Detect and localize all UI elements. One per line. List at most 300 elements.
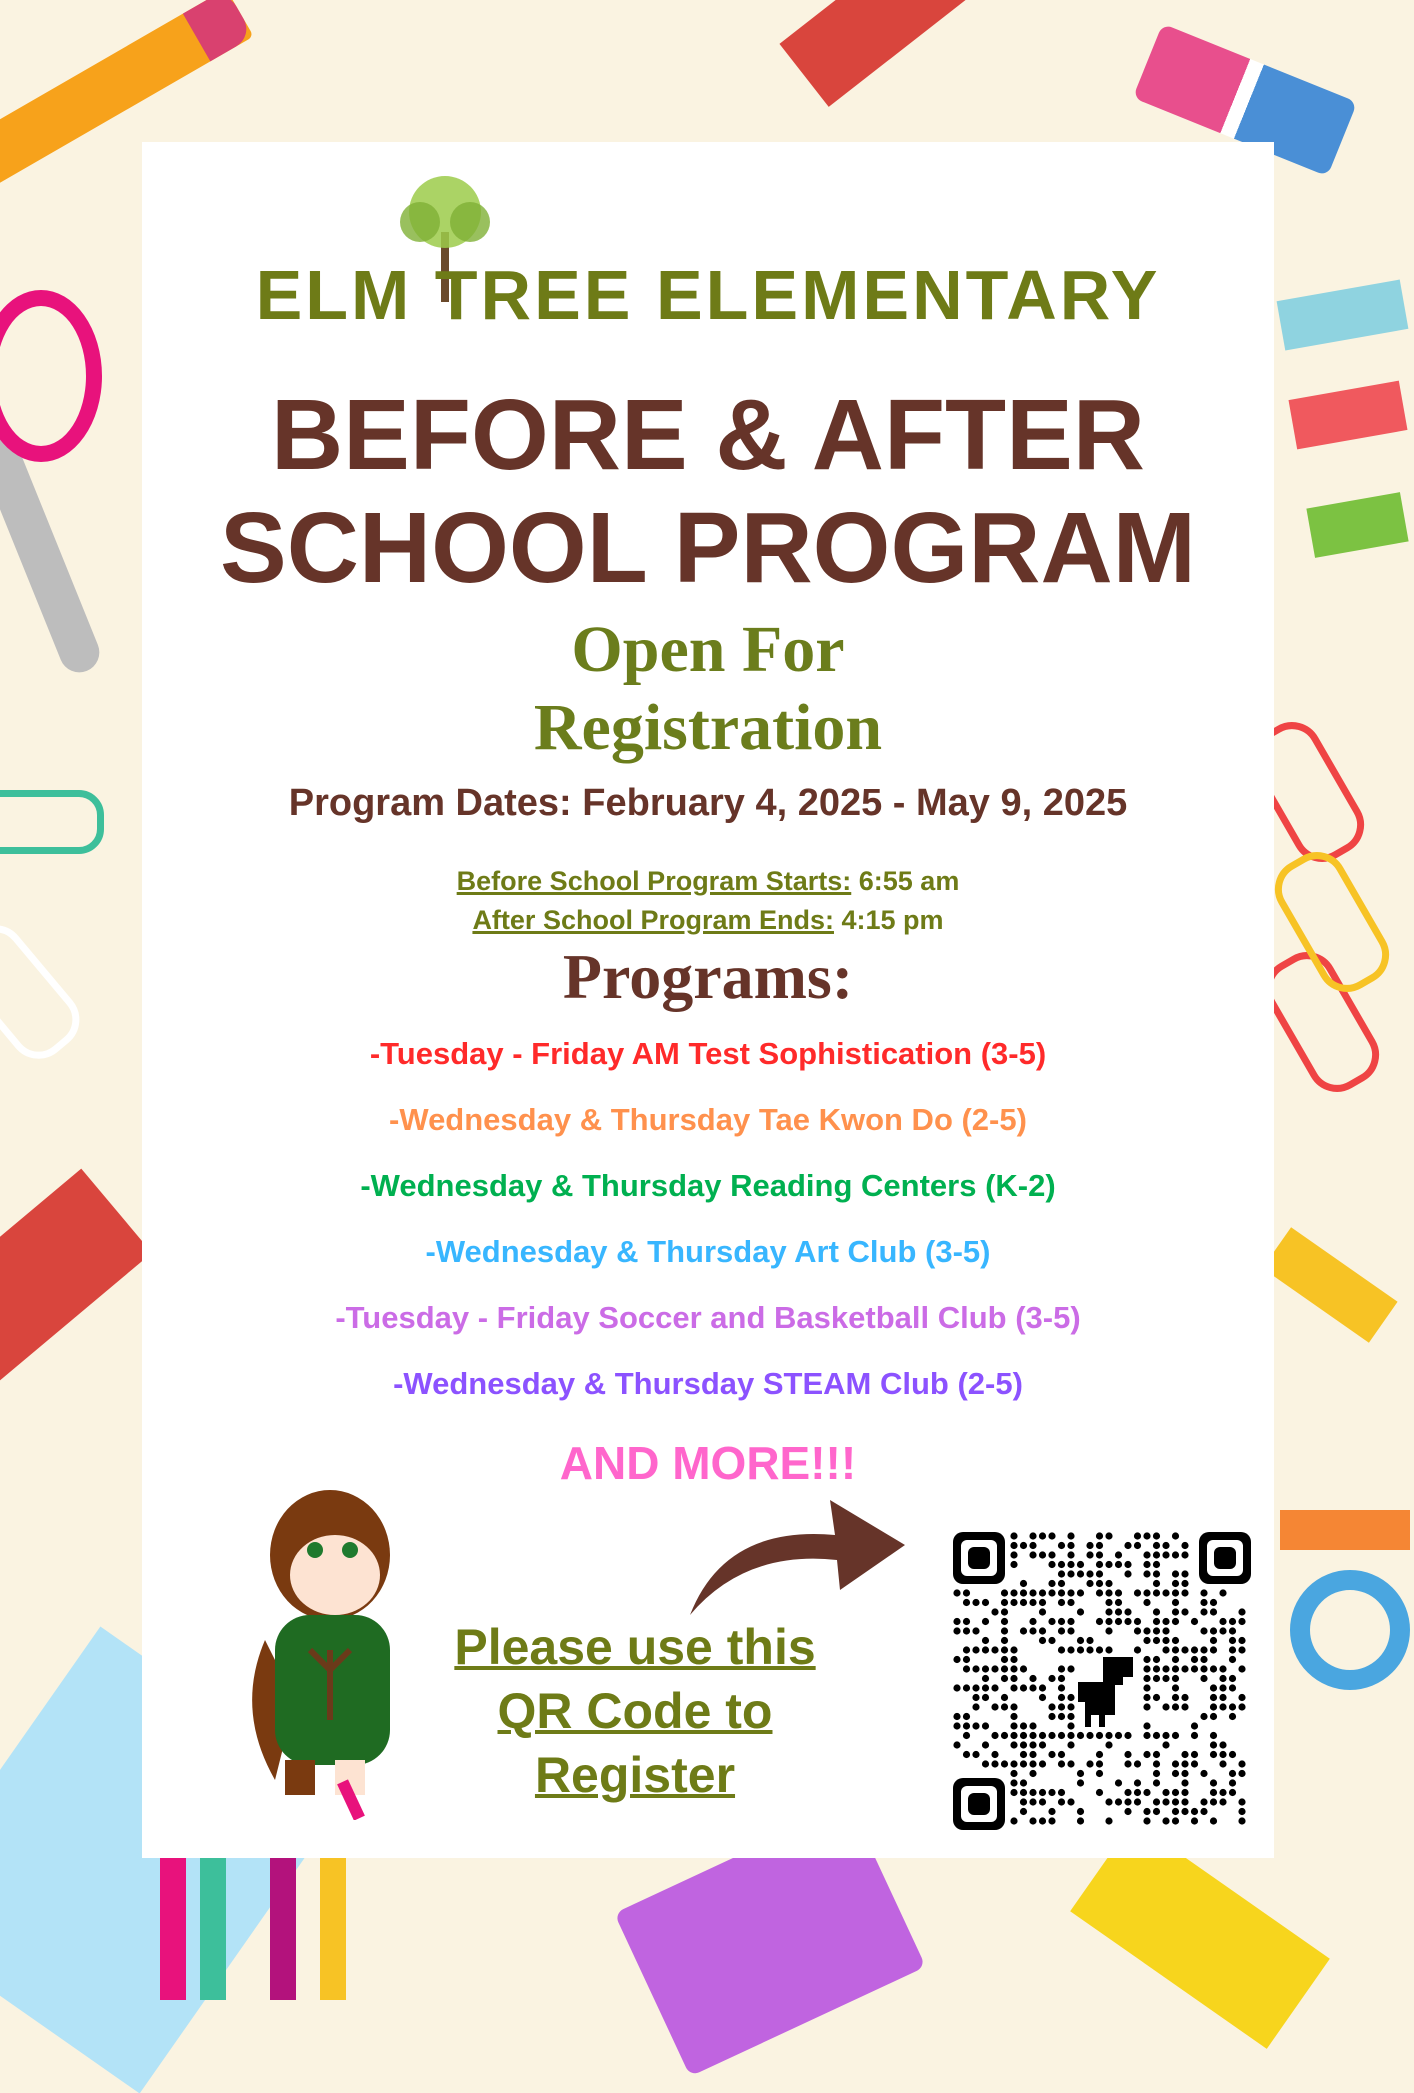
qr-module	[1039, 1694, 1046, 1701]
qr-module	[972, 1722, 979, 1729]
qr-module	[1086, 1637, 1093, 1644]
before-school-hours	[457, 866, 960, 897]
qr-module	[1134, 1589, 1141, 1596]
qr-module	[1219, 1741, 1226, 1748]
qr-module	[953, 1713, 960, 1720]
qr-module	[1238, 1694, 1245, 1701]
qr-module	[1143, 1722, 1150, 1729]
scissors-decoration	[0, 432, 105, 679]
qr-module	[1010, 1599, 1017, 1606]
qr-module	[982, 1694, 989, 1701]
qr-module	[1048, 1618, 1055, 1625]
crayon-red-decoration	[1289, 381, 1408, 450]
qr-module	[1181, 1789, 1188, 1796]
after-school-hours	[472, 905, 943, 936]
qr-module	[1191, 1646, 1198, 1653]
qr-module	[963, 1627, 970, 1634]
qr-module	[1086, 1580, 1093, 1587]
qr-module	[1105, 1589, 1112, 1596]
qr-module	[1238, 1808, 1245, 1815]
qr-module	[982, 1760, 989, 1767]
qr-module	[1067, 1551, 1074, 1558]
crayon-green-decoration	[1306, 492, 1408, 558]
qr-module	[1219, 1589, 1226, 1596]
qr-module	[1096, 1751, 1103, 1758]
qr-module	[1153, 1751, 1160, 1758]
qr-module	[1039, 1789, 1046, 1796]
qr-module	[1096, 1618, 1103, 1625]
qr-module	[1010, 1703, 1017, 1710]
qr-module	[1153, 1656, 1160, 1663]
program-item: -Wednesday & Thursday STEAM Club (2-5)	[393, 1366, 1023, 1401]
qr-module	[1143, 1656, 1150, 1663]
qr-module	[972, 1646, 979, 1653]
qr-module	[1219, 1760, 1226, 1767]
qr-module	[972, 1694, 979, 1701]
qr-module	[1086, 1646, 1093, 1653]
qr-module	[1086, 1570, 1093, 1577]
qr-module	[1162, 1589, 1169, 1596]
qr-module	[1067, 1561, 1074, 1568]
qr-module	[1200, 1627, 1207, 1634]
qr-module	[1134, 1779, 1141, 1786]
qr-module	[1058, 1627, 1065, 1634]
qr-module	[1210, 1646, 1217, 1653]
qr-module	[1096, 1580, 1103, 1587]
qr-module	[1067, 1713, 1074, 1720]
qr-module	[1229, 1618, 1236, 1625]
qr-module	[1219, 1703, 1226, 1710]
qr-module	[1001, 1760, 1008, 1767]
qr-module	[963, 1618, 970, 1625]
ruler-decoration	[779, 0, 970, 107]
qr-module	[1020, 1580, 1027, 1587]
qr-module	[1029, 1741, 1036, 1748]
qr-module	[1029, 1542, 1036, 1549]
qr-module	[1172, 1608, 1179, 1615]
qr-module	[1115, 1618, 1122, 1625]
qr-module	[1086, 1732, 1093, 1739]
qr-module	[1010, 1770, 1017, 1777]
qr-module	[972, 1627, 979, 1634]
qr-module	[1172, 1646, 1179, 1653]
registration-qr-code[interactable]	[953, 1532, 1251, 1830]
qr-module	[1029, 1532, 1036, 1539]
qr-module	[1172, 1694, 1179, 1701]
qr-module	[1153, 1608, 1160, 1615]
qr-module	[1105, 1741, 1112, 1748]
qr-module	[991, 1608, 998, 1615]
qr-module	[1143, 1665, 1150, 1672]
qr-module	[1058, 1675, 1065, 1682]
qr-module	[1191, 1665, 1198, 1672]
qr-module	[1219, 1798, 1226, 1805]
qr-module	[1058, 1580, 1065, 1587]
qr-module	[1058, 1589, 1065, 1596]
qr-module	[1172, 1532, 1179, 1539]
qr-module	[1172, 1618, 1179, 1625]
qr-module	[1067, 1732, 1074, 1739]
qr-module	[1172, 1770, 1179, 1777]
ruler-decoration	[0, 1169, 152, 1382]
qr-module	[1058, 1542, 1065, 1549]
qr-module	[1105, 1580, 1112, 1587]
and-more-text: AND MORE!!!	[559, 1437, 857, 1489]
qr-module	[991, 1760, 998, 1767]
qr-module	[1077, 1608, 1084, 1615]
qr-module	[1124, 1751, 1131, 1758]
qr-module	[1238, 1798, 1245, 1805]
qr-module	[1124, 1618, 1131, 1625]
qr-module	[953, 1722, 960, 1729]
qr-module	[1029, 1627, 1036, 1634]
qr-module	[1191, 1760, 1198, 1767]
qr-module	[1219, 1665, 1226, 1672]
qr-module	[972, 1599, 979, 1606]
pencil-decoration	[1262, 1227, 1397, 1343]
qr-module	[1134, 1798, 1141, 1805]
qr-module	[991, 1665, 998, 1672]
qr-module	[1210, 1798, 1217, 1805]
title-line-2: SCHOOL PROGRAM	[220, 492, 1196, 604]
qr-module	[1067, 1646, 1074, 1653]
qr-module	[982, 1722, 989, 1729]
qr-module	[1096, 1542, 1103, 1549]
qr-module	[991, 1646, 998, 1653]
qr-module	[1229, 1646, 1236, 1653]
qr-module	[1229, 1789, 1236, 1796]
qr-module	[1020, 1760, 1027, 1767]
qr-module	[1001, 1599, 1008, 1606]
qr-module	[1115, 1561, 1122, 1568]
qr-module	[982, 1665, 989, 1672]
qr-module	[1210, 1694, 1217, 1701]
qr-module	[1162, 1732, 1169, 1739]
qr-module	[953, 1741, 960, 1748]
registration-text: Registration	[533, 691, 883, 764]
qr-module	[1143, 1551, 1150, 1558]
qr-module	[1181, 1589, 1188, 1596]
qr-module	[1058, 1732, 1065, 1739]
qr-module	[1029, 1551, 1036, 1558]
qr-module	[1210, 1751, 1217, 1758]
qr-module	[1153, 1808, 1160, 1815]
qr-module	[1134, 1627, 1141, 1634]
qr-module	[1105, 1798, 1112, 1805]
qr-module	[1200, 1713, 1207, 1720]
qr-module	[1067, 1618, 1074, 1625]
qr-module	[953, 1627, 960, 1634]
qr-module	[1010, 1741, 1017, 1748]
qr-module	[1210, 1713, 1217, 1720]
qr-module	[1096, 1551, 1103, 1558]
qr-module	[1001, 1703, 1008, 1710]
qr-module	[1200, 1599, 1207, 1606]
qr-module	[1210, 1779, 1217, 1786]
qr-module	[1020, 1798, 1027, 1805]
qr-module	[1162, 1646, 1169, 1653]
qr-module	[1153, 1675, 1160, 1682]
qr-module	[1105, 1532, 1112, 1539]
qr-module	[1172, 1703, 1179, 1710]
qr-module	[953, 1656, 960, 1663]
register-line-2: QR Code to	[497, 1683, 773, 1739]
qr-module	[963, 1646, 970, 1653]
qr-module	[1229, 1684, 1236, 1691]
qr-module	[1048, 1713, 1055, 1720]
qr-module	[1143, 1703, 1150, 1710]
qr-module	[1058, 1561, 1065, 1568]
qr-module	[1172, 1732, 1179, 1739]
qr-module	[1124, 1808, 1131, 1815]
qr-module	[1200, 1646, 1207, 1653]
qr-module	[1162, 1798, 1169, 1805]
qr-module	[1115, 1779, 1122, 1786]
qr-module	[1238, 1608, 1245, 1615]
qr-module	[1143, 1532, 1150, 1539]
qr-module	[1124, 1732, 1131, 1739]
qr-module	[1048, 1551, 1055, 1558]
qr-module	[1162, 1627, 1169, 1634]
qr-module	[1238, 1618, 1245, 1625]
qr-module	[1010, 1665, 1017, 1672]
qr-module	[1020, 1808, 1027, 1815]
qr-module	[1020, 1732, 1027, 1739]
qr-module	[1153, 1732, 1160, 1739]
qr-module	[1020, 1751, 1027, 1758]
qr-module	[1077, 1561, 1084, 1568]
qr-module	[1029, 1789, 1036, 1796]
qr-module	[1153, 1637, 1160, 1644]
qr-module	[1238, 1817, 1245, 1824]
qr-module	[1172, 1589, 1179, 1596]
qr-module	[1172, 1665, 1179, 1672]
qr-module	[1219, 1627, 1226, 1634]
qr-module	[1134, 1760, 1141, 1767]
qr-module	[1029, 1770, 1036, 1777]
qr-module	[1172, 1789, 1179, 1796]
qr-module	[1162, 1637, 1169, 1644]
qr-module	[1191, 1817, 1198, 1824]
qr-module	[1039, 1817, 1046, 1824]
qr-module	[1039, 1608, 1046, 1615]
qr-module	[1115, 1798, 1122, 1805]
qr-module	[1058, 1798, 1065, 1805]
qr-module	[1143, 1817, 1150, 1824]
qr-module	[1153, 1570, 1160, 1577]
register-line-1: Please use this	[454, 1619, 816, 1675]
qr-module	[1229, 1637, 1236, 1644]
qr-module	[1229, 1779, 1236, 1786]
qr-module	[982, 1646, 989, 1653]
qr-module	[1086, 1760, 1093, 1767]
qr-module	[1067, 1532, 1074, 1539]
qr-module	[1048, 1817, 1055, 1824]
qr-module	[1105, 1561, 1112, 1568]
qr-module	[1096, 1646, 1103, 1653]
hours-value: 4:15 pm	[841, 905, 944, 935]
qr-module	[1210, 1703, 1217, 1710]
qr-module	[1238, 1770, 1245, 1777]
qr-module	[1048, 1808, 1055, 1815]
school-name: ELM TREE ELEMENTARY	[255, 256, 1161, 334]
paperclip-decoration	[0, 913, 92, 1071]
qr-module	[1001, 1608, 1008, 1615]
qr-module	[1181, 1570, 1188, 1577]
qr-module	[1001, 1656, 1008, 1663]
qr-module	[1029, 1732, 1036, 1739]
qr-module	[1153, 1694, 1160, 1701]
qr-module	[963, 1599, 970, 1606]
qr-module	[1210, 1732, 1217, 1739]
qr-module	[1181, 1542, 1188, 1549]
open-for-text: Open For	[571, 613, 845, 686]
qr-module	[1020, 1665, 1027, 1672]
qr-module	[1077, 1646, 1084, 1653]
qr-module	[1077, 1570, 1084, 1577]
qr-module	[1086, 1551, 1093, 1558]
qr-module	[1219, 1694, 1226, 1701]
qr-module	[1143, 1789, 1150, 1796]
qr-module	[953, 1684, 960, 1691]
qr-module	[1058, 1665, 1065, 1672]
qr-module	[1181, 1760, 1188, 1767]
qr-module	[1067, 1599, 1074, 1606]
qr-module	[1115, 1608, 1122, 1615]
qr-module	[1181, 1770, 1188, 1777]
qr-module	[1001, 1637, 1008, 1644]
qr-module	[1124, 1760, 1131, 1767]
qr-module	[1162, 1665, 1169, 1672]
qr-module	[1153, 1627, 1160, 1634]
qr-module	[1048, 1637, 1055, 1644]
qr-module	[1001, 1589, 1008, 1596]
qr-module	[972, 1665, 979, 1672]
qr-module	[1210, 1741, 1217, 1748]
programs-heading: Programs:	[562, 941, 854, 1012]
qr-module	[1048, 1675, 1055, 1682]
program-item: -Wednesday & Thursday Art Club (3-5)	[425, 1234, 991, 1269]
qr-module	[1010, 1732, 1017, 1739]
qr-module	[1058, 1618, 1065, 1625]
qr-module	[1162, 1817, 1169, 1824]
qr-module	[1143, 1637, 1150, 1644]
chipmunk-mascot-icon	[235, 1480, 430, 1820]
qr-module	[1153, 1580, 1160, 1587]
qr-module	[1029, 1817, 1036, 1824]
qr-module	[1181, 1808, 1188, 1815]
qr-module	[1210, 1684, 1217, 1691]
qr-module	[1172, 1637, 1179, 1644]
qr-module	[1010, 1646, 1017, 1653]
qr-module	[1058, 1751, 1065, 1758]
qr-module	[1200, 1808, 1207, 1815]
qr-module	[1219, 1675, 1226, 1682]
qr-module	[1143, 1751, 1150, 1758]
qr-module	[1039, 1589, 1046, 1596]
qr-module	[972, 1703, 979, 1710]
protractor-decoration	[1290, 1570, 1410, 1690]
qr-module	[1048, 1789, 1055, 1796]
qr-module	[1143, 1589, 1150, 1596]
qr-module	[1124, 1561, 1131, 1568]
qr-module	[1001, 1694, 1008, 1701]
qr-module	[1153, 1551, 1160, 1558]
qr-module	[1134, 1646, 1141, 1653]
qr-module	[1039, 1732, 1046, 1739]
qr-module	[1153, 1665, 1160, 1672]
qr-module	[1001, 1732, 1008, 1739]
qr-module	[1048, 1589, 1055, 1596]
qr-module	[1238, 1703, 1245, 1710]
qr-module	[1067, 1589, 1074, 1596]
qr-module	[1058, 1703, 1065, 1710]
qr-module	[1191, 1722, 1198, 1729]
qr-module	[1058, 1684, 1065, 1691]
qr-module	[1143, 1570, 1150, 1577]
qr-module	[1162, 1789, 1169, 1796]
qr-module	[1162, 1675, 1169, 1682]
qr-module	[1010, 1551, 1017, 1558]
qr-module	[1238, 1646, 1245, 1653]
qr-module	[1096, 1789, 1103, 1796]
qr-module	[1010, 1760, 1017, 1767]
qr-module	[1067, 1627, 1074, 1634]
qr-module	[1219, 1618, 1226, 1625]
qr-module	[1153, 1561, 1160, 1568]
qr-module	[1181, 1608, 1188, 1615]
qr-module	[1029, 1618, 1036, 1625]
qr-module	[1058, 1789, 1065, 1796]
qr-module	[963, 1684, 970, 1691]
qr-module	[1191, 1751, 1198, 1758]
qr-module	[1020, 1722, 1027, 1729]
qr-module	[1200, 1675, 1207, 1682]
qr-module	[1172, 1570, 1179, 1577]
qr-module	[1010, 1684, 1017, 1691]
qr-module	[1029, 1760, 1036, 1767]
qr-module	[1029, 1675, 1036, 1682]
qr-module	[1124, 1542, 1131, 1549]
qr-module	[1191, 1732, 1198, 1739]
qr-module	[1058, 1713, 1065, 1720]
qr-module	[1077, 1637, 1084, 1644]
qr-module	[1001, 1618, 1008, 1625]
qr-module	[1010, 1817, 1017, 1824]
qr-module	[1058, 1694, 1065, 1701]
qr-module	[991, 1703, 998, 1710]
qr-module	[1229, 1751, 1236, 1758]
qr-module	[1143, 1684, 1150, 1691]
qr-module	[1172, 1808, 1179, 1815]
qr-module	[1039, 1760, 1046, 1767]
qr-module	[953, 1589, 960, 1596]
qr-module	[982, 1618, 989, 1625]
qr-module	[1181, 1646, 1188, 1653]
qr-module	[1191, 1808, 1198, 1815]
qr-module	[1067, 1665, 1074, 1672]
qr-module	[1153, 1532, 1160, 1539]
qr-module	[1058, 1599, 1065, 1606]
qr-module	[1238, 1665, 1245, 1672]
qr-module	[1153, 1760, 1160, 1767]
qr-module	[1219, 1789, 1226, 1796]
qr-module	[1143, 1675, 1150, 1682]
qr-module	[1172, 1599, 1179, 1606]
qr-module	[1020, 1684, 1027, 1691]
register-line-3: Register	[534, 1747, 736, 1803]
qr-module	[1153, 1542, 1160, 1549]
